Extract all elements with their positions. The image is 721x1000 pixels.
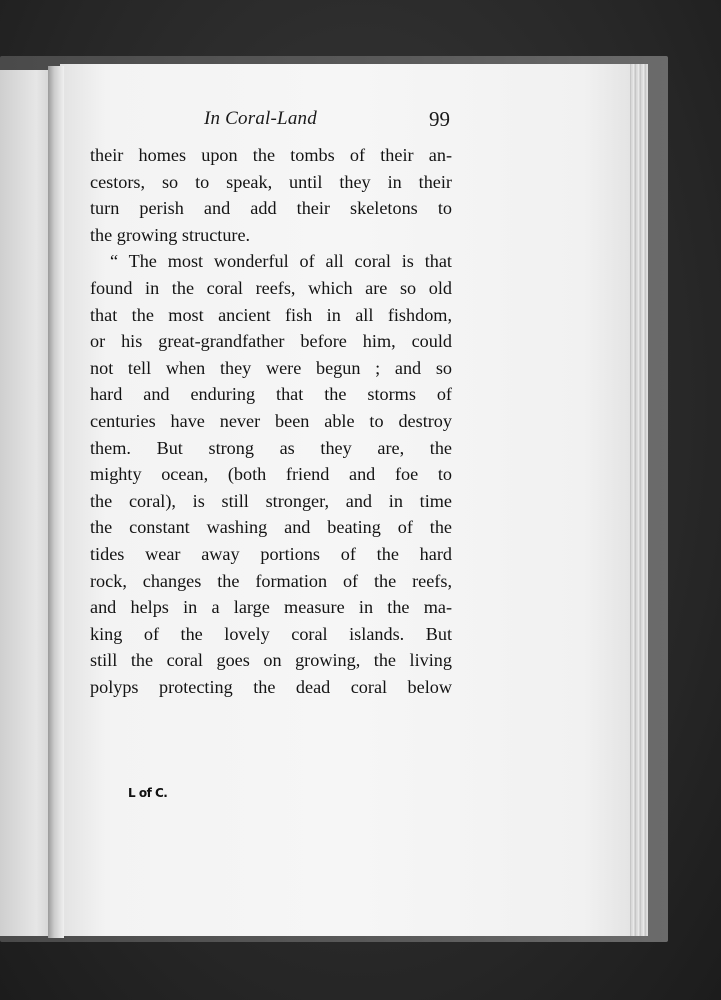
left-page-edge — [0, 70, 52, 936]
page-number: 99 — [429, 107, 450, 131]
text-line: their homes upon the tombs of their an- — [90, 145, 452, 165]
text-line: found in the coral reefs, which are so old — [90, 277, 452, 298]
text-line: mighty ocean, (both friend and foe to — [90, 464, 452, 485]
text-line: the coral), is still stronger, and in time — [90, 490, 452, 511]
running-head-title: In Coral-Land — [204, 108, 317, 129]
text-line: hard and enduring that the storms of — [90, 384, 452, 405]
text-line: and helps in a large measure in the ma- — [90, 597, 452, 618]
text-line: turn perish and add their skeletons to — [90, 198, 452, 219]
text-line: them. But strong as they are, the — [90, 437, 452, 458]
book-gutter — [48, 66, 64, 938]
library-stamp: L of C. — [128, 786, 168, 800]
text-line: that the most ancient fish in all fishdom, — [90, 304, 452, 325]
text-line: cestors, so to speak, until they in their — [90, 171, 452, 192]
text-line: king of the lovely coral islands. But — [90, 623, 452, 644]
body-text — [90, 142, 452, 700]
text-line: rock, changes the formation of the reefs, — [90, 570, 452, 591]
text-line: or his great-grandfather before him, could — [90, 331, 452, 352]
text-line: the constant washing and beating of the — [90, 517, 452, 538]
text-line: centuries have never been able to destroy — [90, 410, 452, 431]
running-head — [88, 108, 450, 136]
text-line: “ The most wonderful of all coral is that — [110, 251, 452, 272]
text-line: still the coral goes on growing, the living — [90, 650, 452, 671]
text-line: tides wear away portions of the hard — [90, 543, 452, 564]
text-line: not tell when they were begun ; and so — [90, 357, 452, 378]
text-line: the growing structure. — [90, 224, 251, 245]
text-line: polyps protecting the dead coral below — [90, 676, 452, 697]
